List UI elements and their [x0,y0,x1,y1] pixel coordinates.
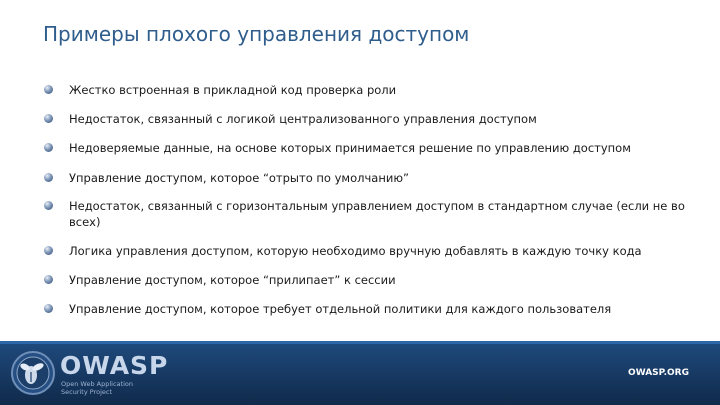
bullet-text: Жестко встроенная в прикладной код проверка роли [69,83,397,97]
logo-subtitle-line: Security Project [61,388,112,396]
bullet-text: Недостаток, связанный с горизонтальным управлением доступом в стандартном случае (если не во всех) [69,199,685,229]
bullet-item [42,82,396,98]
bullet-item [42,111,537,127]
globe-bullet-icon [44,246,53,255]
bullet-text: Логика управления доступом, которую необходимо вручную добавлять в каждую точку кода [69,244,642,258]
bullet-text: Управление доступом, которое требует отдельной политики для каждого пользователя [69,302,612,316]
globe-bullet-icon [44,201,53,210]
slide-title: Примеры плохого управления доступом [43,22,470,46]
footer-band [0,341,720,405]
footer-site-link[interactable]: OWASP.ORG [628,368,689,378]
logo-subtitle [61,380,151,396]
bullet-item [42,301,611,317]
globe-bullet-icon [44,304,53,313]
globe-bullet-icon [44,85,53,94]
bullet-text: Управление доступом, которое “прилипает” к сессии [69,273,396,287]
bullet-item [42,140,631,156]
owasp-wasp-icon [10,350,56,396]
bullet-item [42,272,396,288]
footer-accent-bar [0,341,720,344]
globe-bullet-icon [44,173,53,182]
bullet-item [42,170,409,186]
bullet-text: Недостаток, связанный с логикой централизованного управления доступом [69,112,537,126]
bullet-text: Управление доступом, которое “отрыто по умолчанию” [69,171,409,185]
bullet-item [42,198,689,230]
globe-bullet-icon [44,275,53,284]
globe-bullet-icon [44,114,53,123]
bullet-item [42,243,642,259]
globe-bullet-icon [44,143,53,152]
bullet-text: Недоверяемые данные, на основе которых принимается решение по управлению доступом [69,141,631,155]
logo-subtitle-line: Open Web Application [61,380,133,388]
logo-wordmark: OWASP [60,351,169,380]
